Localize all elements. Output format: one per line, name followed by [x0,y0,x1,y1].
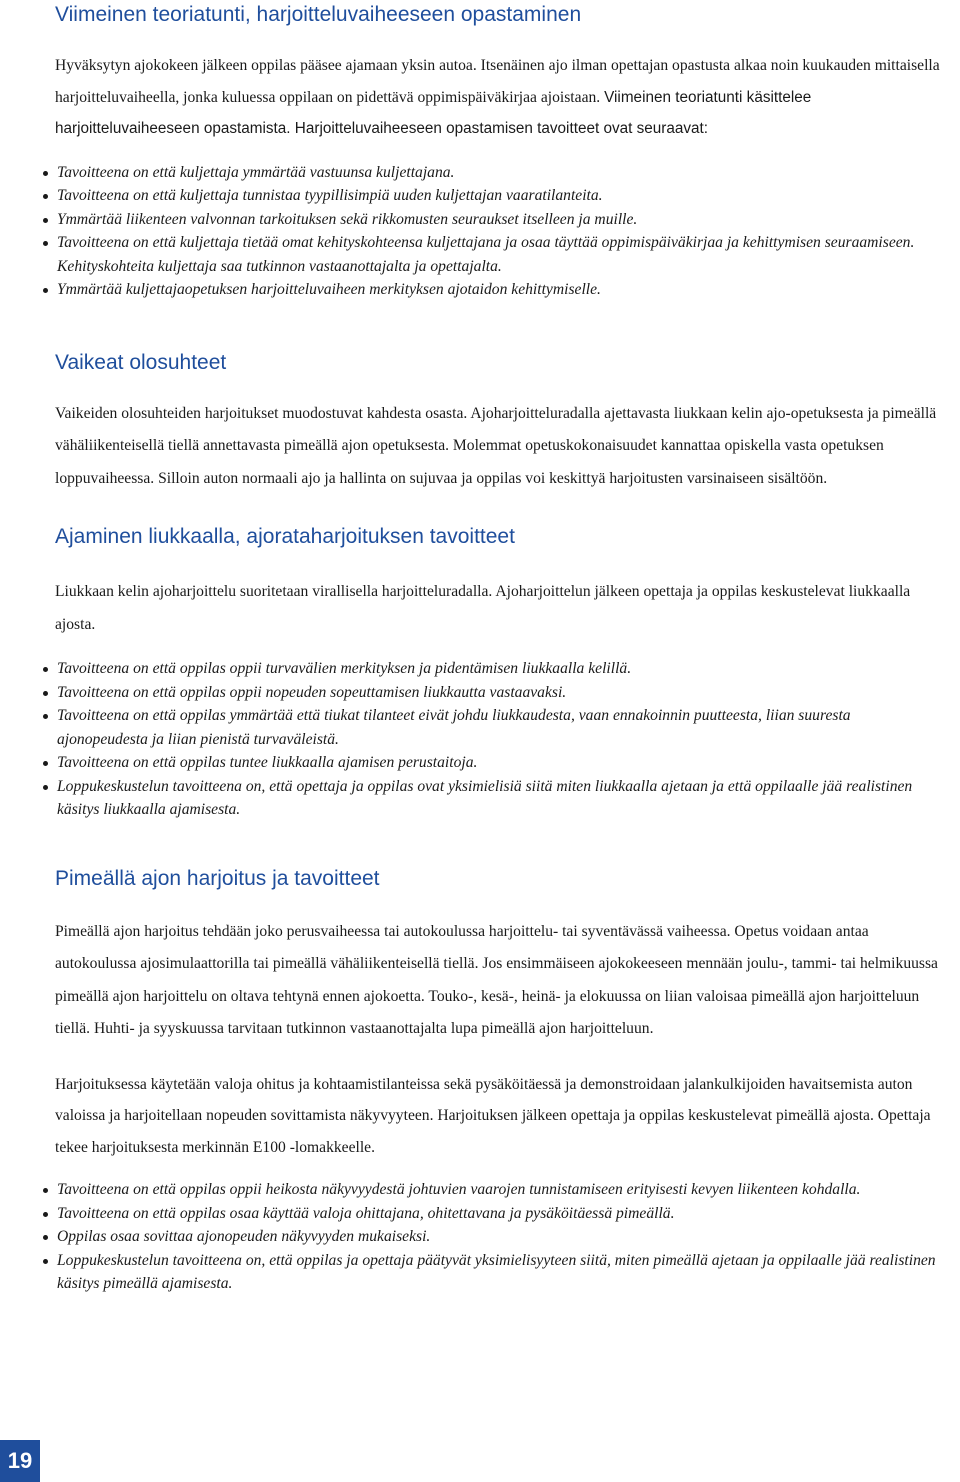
list-item: Tavoitteena on että oppilas tuntee liukkaalla ajamisen perustaitoja. [0,751,940,775]
bullet-icon [43,785,48,790]
bullet-list [55,161,940,302]
page-content [55,0,940,1296]
bullet-icon [43,667,48,672]
list-item: Tavoitteena on että oppilas osaa käyttää valoja ohittajana, ohitettavana ja pysäköitäessä pimeällä. [0,1202,940,1226]
list-item: Tavoitteena on että kuljettaja tunnistaa tyypillisimpiä uuden kuljettajan vaaratilanteita. [0,184,940,208]
section-heading-difficult-conditions: Vaikeat olosuhteet [55,350,227,374]
bullet-icon [43,241,48,246]
bullet-icon [43,288,48,293]
list-item: Tavoitteena on että oppilas ymmärtää että tiukat tilanteet eivät johdu liukkaudesta, vaan ennakoinnin puutteesta, liian suuresta ajonopeudesta ja liian pienistä turvaväleistä. [0,704,940,751]
bullet-icon [43,761,48,766]
bullet-icon [43,714,48,719]
paragraph: Pimeällä ajon harjoitus tehdään joko perusvaiheessa tai autokoulussa harjoittelu- tai syventävässä vaiheessa. Opetus voidaan antaa autokoulussa ajosimulaattorilla tai pimeällä vähäliikenteisellä tiellä. Jos ensimmäiseen ajokokeeseen mennään joulu-, tammi- tai helmikuussa pimeällä ajon harjoittelu on oltava tehtynä ennen ajokoetta. Touko-, kesä-, heinä- ja elokuussa on liian valoisaa pimeällä ajon harjoitteluun tiellä. Huhti- ja syyskuussa tarvitaan tutkinnon vastaanottajalta lupa pimeällä ajon harjoitteluun. [55,922,938,1037]
list-item: Loppukeskustelun tavoitteena on, että oppilas ja opettaja päätyvät yksimielisyyteen siitä, miten pimeällä ajetaan ja oppilaalle jää realistinen käsitys pimeällä ajamisesta. [0,1249,940,1296]
intro-serif-text: Hyväksytyn ajokokeen jälkeen oppilas pääsee ajamaan yksin autoa. Itsenäinen ajo ilman opettajan opastusta alkaa noin kuukauden mittaisella harjoitteluvaiheella, jonka kuluessa oppilaan on pidettävä oppimispäiväkirjaa ajoistaan. [55,57,940,106]
intro-sans-text: Viimeinen teoriatunti käsittelee harjoitteluvaiheeseen opastamista. Harjoitteluvaiheeseen opastamisen tavoitteet ovat seuraavat: [55,88,812,137]
list-item: Ymmärtää kuljettajaopetuksen harjoitteluvaiheen merkityksen ajotaidon kehittymiselle. [0,278,940,302]
bullet-icon [43,1235,48,1240]
bullet-icon [43,1212,48,1217]
list-item: Tavoitteena on että oppilas oppii nopeuden sopeuttamisen liukkautta vastaavaksi. [0,681,940,705]
page-number: 19 [0,1440,40,1482]
bullet-list [55,657,940,822]
bullet-icon [43,194,48,199]
list-item: Ymmärtää liikenteen valvonnan tarkoituksen sekä rikkomusten seuraukset itselleen ja muille. [0,208,940,232]
section-heading-final-theory: Viimeinen teoriatunti, harjoitteluvaiheeseen opastaminen [55,3,582,26]
paragraph: Harjoituksessa käytetään valoja ohitus ja kohtaamistilanteissa sekä pysäköitäessä ja demonstroidaan jalankulkijoiden havaitsemista auton valoissa ja harjoitellaan nopeuden sovittamista näkyvyyteen. Harjoituksen jälkeen opettaja ja oppilas keskustelevat pimeällä ajosta. Opettaja tekee harjoituksesta merkinnän E100 -lomakkeelle. [55,1075,931,1156]
list-item: Oppilas osaa sovittaa ajonopeuden näkyvyyden mukaiseksi. [0,1225,940,1249]
bullet-icon [43,171,48,176]
paragraph: Liukkaan kelin ajoharjoittelu suoritetaan virallisella harjoitteluradalla. Ajoharjoittelun jälkeen opettaja ja oppilas keskustelevat liukkaalla ajosta. [55,583,911,633]
list-item: Tavoitteena on että kuljettaja ymmärtää vastuunsa kuljettajana. [0,161,940,185]
list-item: Tavoitteena on että kuljettaja tietää omat kehityskohteensa kuljettajana ja osaa täyttää oppimispäiväkirjaa ja kehittymisen seuraamiseen. Kehityskohteita kuljettaja saa tutkinnon vastaanottajalta ja opettajalta. [0,231,940,278]
bullet-icon [43,1259,48,1264]
section-heading-slippery-driving: Ajaminen liukkaalla, ajorataharjoituksen tavoitteet [55,525,515,548]
list-item: Tavoitteena on että oppilas oppii turvavälien merkityksen ja pidentämisen liukkaalla kelillä. [0,657,940,681]
list-item: Tavoitteena on että oppilas oppii heikosta näkyvyydestä johtuvien vaarojen tunnistamiseen erityisesti kevyen liikenteen kohdalla. [0,1178,940,1202]
bullet-list [55,1178,940,1296]
paragraph [55,50,940,145]
section-heading-night-driving: Pimeällä ajon harjoitus ja tavoitteet [55,866,380,890]
bullet-icon [43,218,48,223]
list-item: Loppukeskustelun tavoitteena on, että opettaja ja oppilas ovat yksimielisiä siitä miten liukkaalla ajetaan ja että oppilaalle jää realistinen käsitys liukkaalla ajamisesta. [0,775,940,822]
bullet-icon [43,691,48,696]
paragraph: Vaikeiden olosuhteiden harjoitukset muodostuvat kahdesta osasta. Ajoharjoitteluradalla ajettavasta liukkaan kelin ajo-opetuksesta ja pimeällä vähäliikenteisellä tiellä annettavasta pimeällä ajon opetuksesta. Molemmat opetuskokonaisuudet kannattaa opiskella vasta opetuksen loppuvaiheessa. Silloin auton normaali ajo ja hallinta on sujuvaa ja oppilas voi keskittyä harjoitusten varsinaiseen sisältöön. [55,404,937,487]
bullet-icon [43,1188,48,1193]
